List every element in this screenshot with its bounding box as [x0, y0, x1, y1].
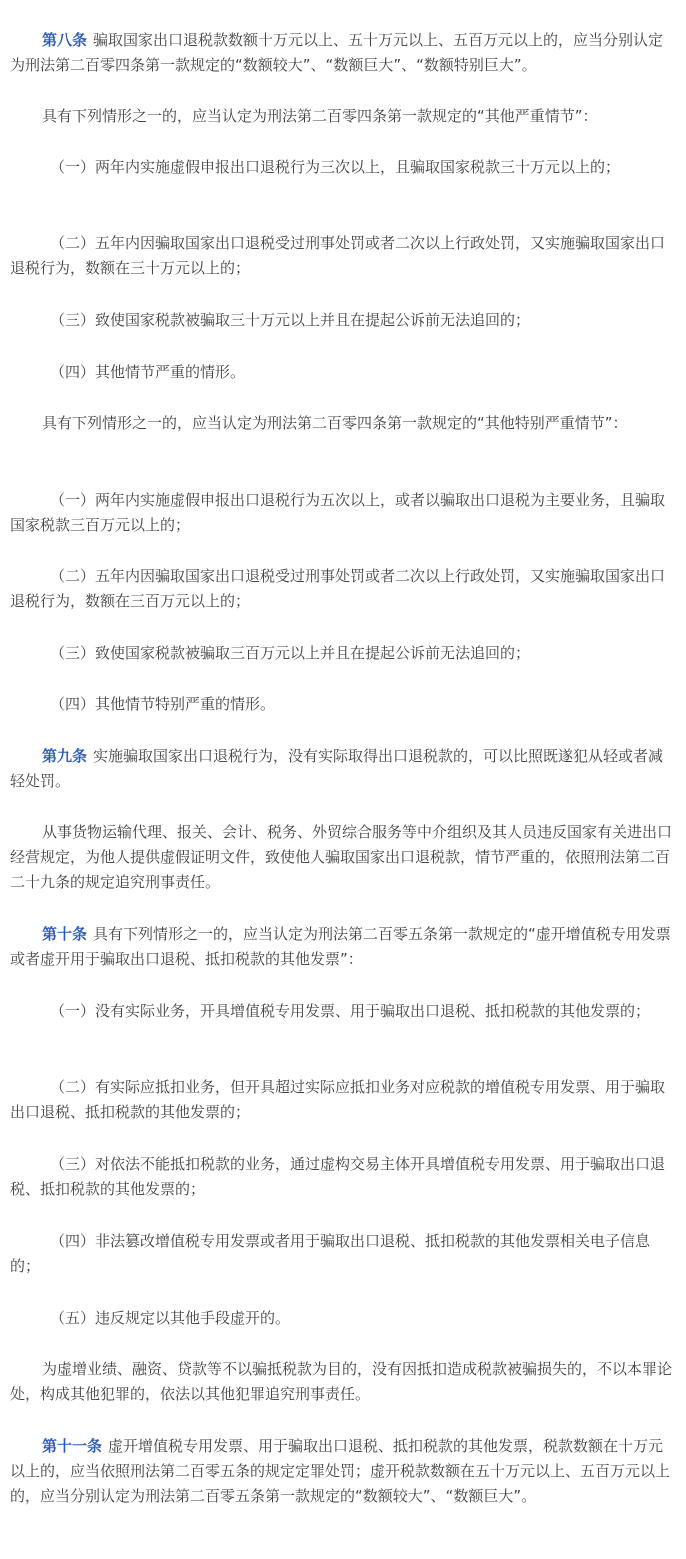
especially-serious-item-3: [10, 641, 672, 666]
especially-serious-item-1: [10, 488, 672, 538]
paragraph-text: （三）致使国家税款被骗取三十万元以上并且在提起公诉前无法追回的；: [50, 311, 531, 329]
article-number: 第十一条: [42, 1437, 103, 1455]
article-number: 第十条: [42, 925, 88, 943]
article-11-paragraph: [10, 1434, 672, 1509]
paragraph-text: （二）有实际应抵扣业务，但开具超过实际应抵扣业务对应税款的增值税专用发票、用于骗取出口退税、抵扣税款的其他发票的；: [10, 1078, 666, 1121]
not-this-crime-paragraph: [10, 1357, 672, 1407]
paragraph-text: （四）非法篡改增值税专用发票或者用于骗取出口退税、抵扣税款的其他发票相关电子信息的；: [10, 1232, 651, 1275]
paragraph-text: 从事货物运输代理、报关、会计、税务、外贸综合服务等中介组织及其人员违反国家有关进出口经营规定，为他人提供虚假证明文件，致使他人骗取国家出口退税款，情节严重的，依照刑法第二百二十九条的规定追究刑事责任。: [10, 823, 673, 891]
serious-item-4: [10, 360, 672, 385]
paragraph-text: （二）五年内因骗取国家出口退税受过刑事处罚或者二次以上行政处罚，又实施骗取国家出口退税行为，数额在三十万元以上的；: [10, 234, 666, 277]
paragraph-text: （三）致使国家税款被骗取三百万元以上并且在提起公诉前无法追回的；: [50, 644, 531, 662]
paragraph-text: （二）五年内因骗取国家出口退税受过刑事处罚或者二次以上行政处罚，又实施骗取国家出口退税行为，数额在三百万元以上的；: [10, 567, 666, 610]
false-invoice-item-5: [10, 1306, 672, 1331]
article-10-paragraph: [10, 922, 672, 972]
false-invoice-item-1: [10, 999, 672, 1024]
intermediary-liability-paragraph: [10, 820, 672, 895]
paragraph-text: 虚开增值税专用发票、用于骗取出口退税、抵扣税款的其他发票，税款数额在十万元以上的，应当依照刑法第二百零五条的规定定罪处罚；虚开税款数额在五十万元以上、五百万元以上的，应当分别认定为刑法第二百零五条第一款规定的“数额较大”、“数额巨大”。: [10, 1437, 671, 1505]
serious-item-3: [10, 308, 672, 333]
especially-serious-item-2: [10, 564, 672, 614]
paragraph-text: 具有下列情形之一的，应当认定为刑法第二百零五条第一款规定的“虚开增值税专用发票或者虚开用于骗取出口退税、抵扣税款的其他发票”：: [10, 925, 671, 968]
especially-serious-item-4: [10, 692, 672, 717]
article-9-paragraph: [10, 744, 672, 794]
paragraph-text: 为虚增业绩、融资、贷款等不以骗抵税款为目的，没有因抵扣造成税款被骗损失的，不以本罪论处，构成其他犯罪的，依法以其他犯罪追究刑事责任。: [10, 1360, 673, 1403]
paragraph-text: （四）其他情节特别严重的情形。: [50, 695, 276, 713]
paragraph-text: （一）没有实际业务，开具增值税专用发票、用于骗取出口退税、抵扣税款的其他发票的；: [50, 1002, 651, 1020]
paragraph-text: （五）违反规定以其他手段虚开的。: [50, 1309, 291, 1327]
false-invoice-item-4: [10, 1229, 672, 1279]
false-invoice-item-3: [10, 1152, 672, 1202]
especially-serious-intro: [10, 411, 672, 436]
paragraph-text: （一）两年内实施虚假申报出口退税行为三次以上，且骗取国家税款三十万元以上的；: [50, 158, 621, 176]
article-8-paragraph: [10, 28, 672, 78]
paragraph-text: （三）对依法不能抵扣税款的业务，通过虚构交易主体开具增值税专用发票、用于骗取出口退税、抵扣税款的其他发票的；: [10, 1155, 666, 1198]
paragraph-text: 骗取国家出口退税款数额十万元以上、五十万元以上、五百万元以上的，应当分别认定为刑法第二百零四条第一款规定的“数额较大”、“数额巨大”、“数额特别巨大”。: [10, 31, 664, 74]
serious-circumstances-intro: [10, 104, 672, 129]
paragraph-text: 实施骗取国家出口退税行为，没有实际取得出口退税款的，可以比照既遂犯从轻或者减轻处罚。: [10, 747, 664, 790]
serious-item-2: [10, 231, 672, 281]
serious-item-1: [10, 155, 672, 180]
paragraph-text: 具有下列情形之一的，应当认定为刑法第二百零四条第一款规定的“其他特别严重情节”：: [42, 414, 628, 432]
paragraph-text: （四）其他情节严重的情形。: [50, 363, 246, 381]
paragraph-text: 具有下列情形之一的，应当认定为刑法第二百零四条第一款规定的“其他严重情节”：: [42, 107, 598, 125]
article-number: 第八条: [42, 31, 88, 49]
article-number: 第九条: [42, 747, 88, 765]
false-invoice-item-2: [10, 1075, 672, 1125]
paragraph-text: （一）两年内实施虚假申报出口退税行为五次以上，或者以骗取出口退税为主要业务，且骗取国家税款三百万元以上的；: [10, 491, 666, 534]
